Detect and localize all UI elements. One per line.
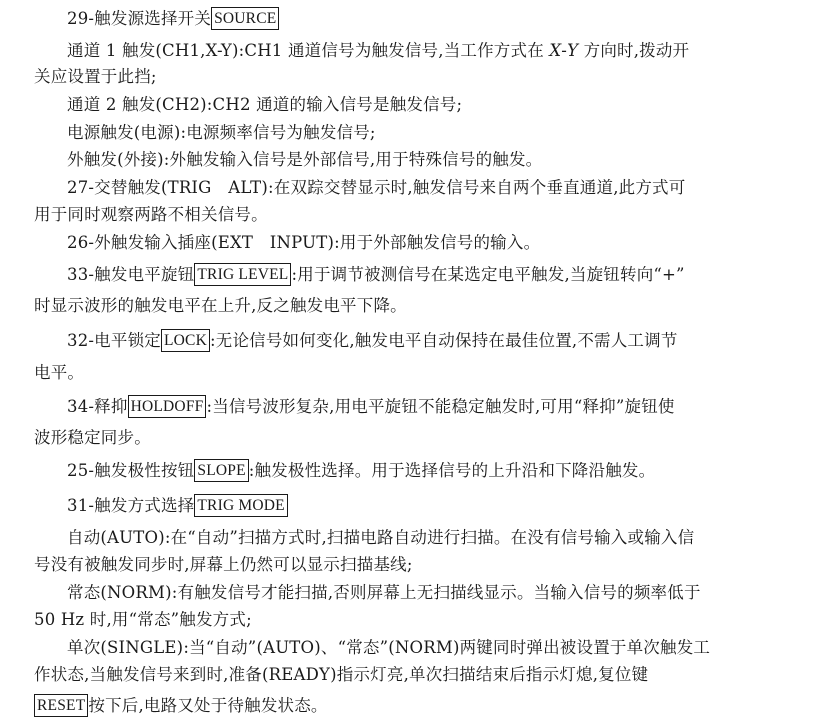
- paragraph-line: 自动(AUTO):在“自动”扫描方式时,扫描电路自动进行扫描。在没有信号输入或输入信: [67, 528, 695, 547]
- heading-text: 34-释抑: [67, 397, 128, 416]
- paragraph-line: 50 Hz 时,用“常态”触发方式;: [34, 610, 252, 629]
- paragraph-line: 电平。: [34, 363, 85, 382]
- paragraph-line: 号没有被触发同步时,屏幕上仍然可以显示扫描基线;: [34, 555, 413, 574]
- heading-slope: [67, 458, 655, 484]
- heading-trig-mode: [67, 493, 288, 519]
- paragraph-line-reset: [34, 693, 328, 719]
- text-span: :触发极性选择。用于选择信号的上升沿和下降沿触发。: [248, 461, 656, 480]
- heading-text: 32-电平锁定: [67, 331, 161, 350]
- control-label-box: RESET: [34, 694, 88, 717]
- control-label-box: TRIG LEVEL: [194, 263, 291, 286]
- paragraph-line: 波形稳定同步。: [34, 428, 151, 447]
- paragraph-line: [67, 38, 689, 64]
- heading-lock: [67, 328, 678, 354]
- control-label-box: SOURCE: [211, 7, 279, 30]
- text-span: 方向时,拨动开: [578, 41, 690, 60]
- text-span: :当信号波形复杂,用电平旋钮不能稳定触发时,可用“释抑”旋钮使: [206, 397, 675, 416]
- control-label-box: SLOPE: [194, 459, 248, 482]
- italic-y: Y: [567, 41, 579, 60]
- heading-holdoff: [67, 394, 675, 420]
- heading-text: 31-触发方式选择: [67, 496, 195, 515]
- text-span: 通道 1 触发(CH1,X-Y):CH1 通道信号为触发信号,当工作方式在: [67, 41, 550, 60]
- paragraph-line: 26-外触发输入插座(EXT INPUT):用于外部触发信号的输入。: [67, 233, 541, 252]
- heading-source: [67, 6, 279, 32]
- paragraph-line: 电源触发(电源):电源频率信号为触发信号;: [67, 123, 376, 142]
- paragraph-line: 时显示波形的触发电平在上升,反之触发电平下降。: [34, 296, 407, 315]
- control-label-box: LOCK: [161, 329, 210, 352]
- paragraph-line: 作状态,当触发信号来到时,准备(READY)指示灯亮,单次扫描结束后指示灯熄,复位键: [34, 665, 649, 684]
- heading-text: 25-触发极性按钮: [67, 461, 195, 480]
- heading-text: 29-触发源选择开关: [67, 9, 212, 28]
- text-span: :用于调节被测信号在某选定电平触发,当旋钮转向“+”: [291, 265, 685, 284]
- italic-x: X: [549, 41, 562, 60]
- control-label-box: TRIG MODE: [194, 494, 287, 517]
- paragraph-line: 外触发(外接):外触发输入信号是外部信号,用于特殊信号的触发。: [67, 150, 543, 169]
- paragraph-line: 关应设置于此挡;: [34, 67, 157, 86]
- paragraph-line: 单次(SINGLE):当“自动”(AUTO)、“常态”(NORM)两键同时弹出被设置于单次触发工: [67, 638, 711, 657]
- text-span: 按下后,电路又处于待触发状态。: [88, 696, 328, 715]
- paragraph-line: 27-交替触发(TRIG ALT):在双踪交替显示时,触发信号来自两个垂直通道,此方式可: [67, 178, 686, 197]
- text-span: :无论信号如何变化,触发电平自动保持在最佳位置,不需人工调节: [209, 331, 678, 350]
- heading-text: 33-触发电平旋钮: [67, 265, 195, 284]
- paragraph-line: 常态(NORM):有触发信号才能扫描,否则屏幕上无扫描线显示。当输入信号的频率低于: [67, 583, 701, 602]
- paragraph-line: 通道 2 触发(CH2):CH2 通道的输入信号是触发信号;: [67, 95, 463, 114]
- heading-trig-level: [67, 262, 685, 288]
- text-span: -: [561, 41, 568, 60]
- paragraph-line: 用于同时观察两路不相关信号。: [34, 205, 268, 224]
- control-label-box: HOLDOFF: [128, 395, 207, 418]
